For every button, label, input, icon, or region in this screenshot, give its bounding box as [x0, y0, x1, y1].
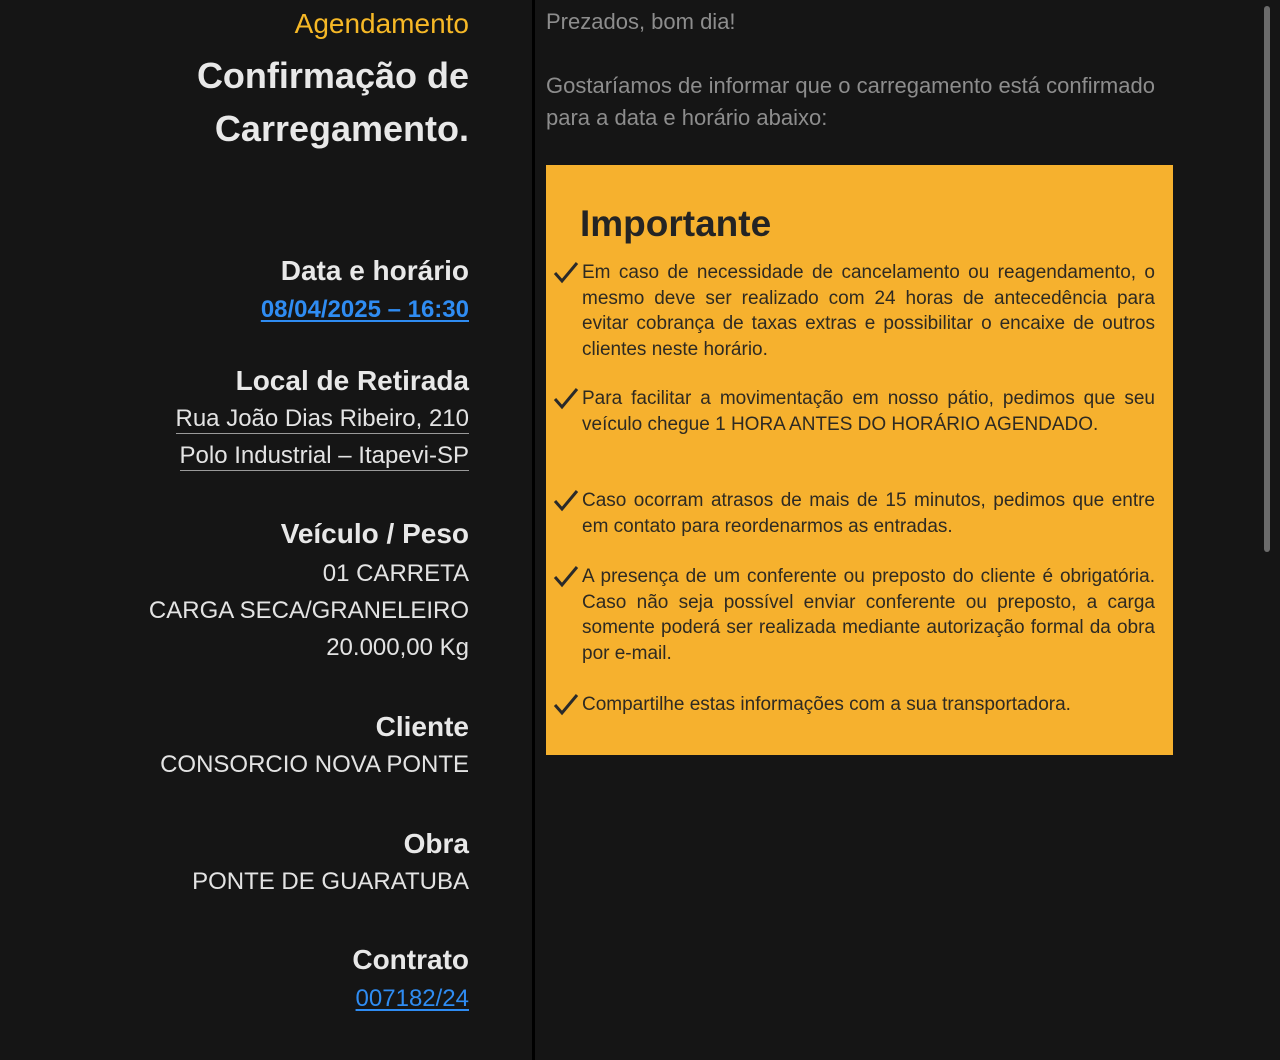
vehicle-line-2: CARGA SECA/GRANELEIRO — [148, 597, 469, 624]
contract-link-wrap — [356, 985, 469, 1013]
notice-item-text: A presença de um conferente ou preposto do cliente é obrigatória. Caso não seja possível enviar conferente ou preposto, a carga somente poderá ser realizada mediante autorização formal da obra por e-mail. — [582, 566, 1155, 664]
notice-item — [552, 692, 1155, 718]
date-time-link[interactable]: 08/04/2025 – 16:30 — [260, 296, 469, 323]
notice-item-text: Caso ocorram atrasos de mais de 15 minutos, pedimos que entre em contato para reordenarmos as entradas. — [582, 490, 1155, 537]
notice-title: Importante — [580, 203, 772, 244]
date-link-wrap — [261, 296, 469, 324]
eyebrow-label: Agendamento — [294, 8, 469, 39]
vehicle-heading: Veículo / Peso — [280, 518, 469, 549]
notice-item — [552, 488, 1155, 539]
notice-item — [552, 386, 1155, 437]
check-icon — [552, 564, 580, 590]
client-heading: Cliente — [375, 711, 469, 742]
address-line-2[interactable]: Polo Industrial – Itapevi-SP — [179, 442, 469, 469]
message-panel — [535, 0, 1280, 1060]
notice-item-text: Compartilhe estas informações com a sua transportadora. — [582, 694, 1071, 715]
check-icon — [552, 692, 580, 718]
notice-item — [552, 260, 1155, 362]
work-heading: Obra — [403, 828, 469, 859]
address-line-2-wrap — [180, 442, 470, 470]
intro-line-1: Gostaríamos de informar que o carregamento está confirmado — [546, 73, 1155, 98]
client-value: CONSORCIO NOVA PONTE — [160, 751, 469, 778]
address-line-1-wrap — [176, 405, 470, 433]
notice-item-text: Para facilitar a movimentação em nosso pátio, pedimos que seu veículo chegue 1 HORA ANTES DO HORÁRIO AGENDADO. — [582, 388, 1155, 435]
vehicle-line-3: 20.000,00 Kg — [326, 634, 469, 661]
important-notice-image — [546, 165, 1173, 755]
pickup-heading: Local de Retirada — [235, 365, 469, 396]
contract-link[interactable]: 007182/24 — [355, 985, 469, 1012]
page-title — [197, 49, 469, 155]
title-line-2: Carregamento. — [214, 108, 469, 149]
address-line-1[interactable]: Rua João Dias Ribeiro, 210 — [175, 405, 469, 432]
work-value: PONTE DE GUARATUBA — [192, 868, 469, 895]
vehicle-line-1: 01 CARRETA — [322, 560, 469, 587]
check-icon — [552, 260, 580, 286]
notice-item — [552, 564, 1155, 666]
date-heading: Data e horário — [280, 255, 469, 286]
check-icon — [552, 386, 580, 412]
vertical-scrollbar[interactable] — [1264, 6, 1270, 552]
check-icon — [552, 488, 580, 514]
title-line-1: Confirmação de — [196, 55, 469, 96]
contract-heading: Contrato — [352, 944, 469, 975]
greeting-text: Prezados, bom dia! — [546, 9, 736, 34]
intro-line-2: para a data e horário abaixo: — [546, 105, 828, 130]
details-panel — [0, 0, 532, 1060]
notice-item-text: Em caso de necessidade de cancelamento ou reagendamento, o mesmo deve ser realizado com 24 horas de antecedência para evitar cobrança de taxas extras e possibilitar o encaixe de outros clientes neste horário. — [582, 262, 1155, 360]
